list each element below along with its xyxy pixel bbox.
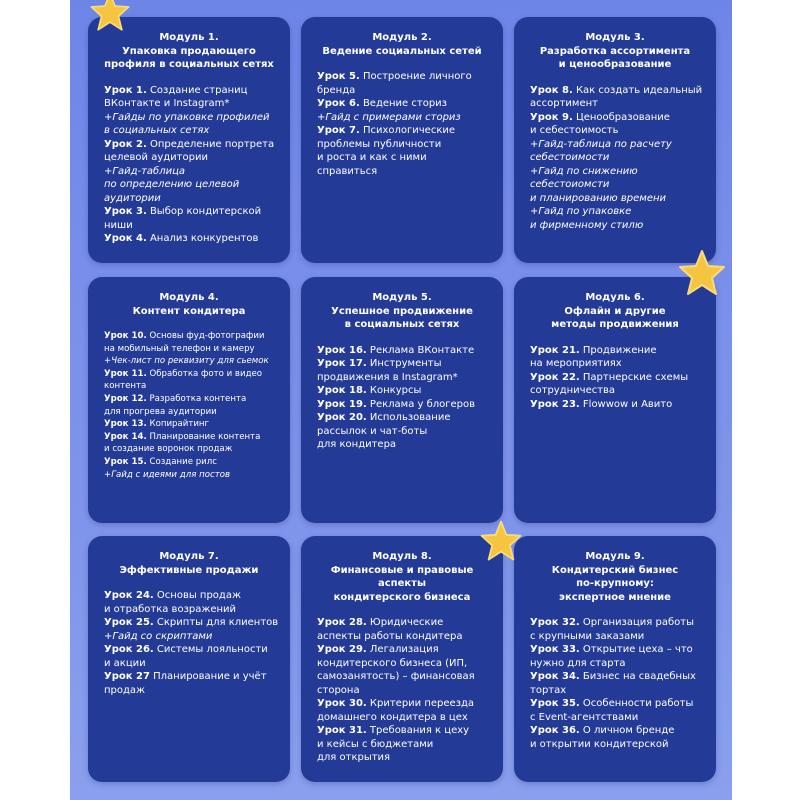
lesson-text: Построение личного [359,71,472,82]
module-title: Модуль 2. Ведение социальных сетей [322,32,482,57]
lesson-number: Урок 1. [104,84,147,96]
lesson-line [104,643,282,657]
lesson-line [104,431,282,444]
lesson-text: аспекты работы кондитера [317,630,463,642]
lesson-line [530,643,708,657]
lesson-list [104,589,282,697]
lesson-line [104,219,282,233]
lesson-text: целевой аудитории [104,152,208,163]
lesson-text: Организация работы [579,617,694,628]
bonus-guide: себестоиомсти [530,179,610,190]
lesson-text: Инструменты [366,358,442,369]
bonus-guide: +Чек-лист по реквизиту для сьемок [104,356,269,367]
lesson-number: Урок 16. [317,344,367,356]
lesson-line [317,357,495,371]
lesson-line [317,616,495,630]
lesson-line [317,724,495,738]
lesson-text: с Event-агентствами [530,711,639,723]
module-card-7 [88,536,290,782]
lesson-text: и кейсы с бюджетами [317,738,434,750]
lesson-line [530,111,708,125]
lesson-line [530,219,708,233]
lesson-text: домашнего кондитера в цех [317,711,468,723]
bonus-guide: по определению целевой [104,179,240,190]
bonus-guide: в социальных сетях [104,125,210,136]
lesson-text: ниши [104,219,133,231]
lesson-line [530,124,708,138]
lesson-line [317,138,495,152]
lesson-line [104,232,282,246]
lesson-line [317,371,495,385]
lesson-number: Урок 34. [530,671,580,682]
lesson-line [530,684,708,698]
lesson-text: Ведение сториз [359,98,447,109]
lesson-text: Продвижение [579,344,657,356]
lesson-line [104,151,282,165]
lesson-number: Урок 31. [317,725,367,736]
lesson-line [530,630,708,644]
lesson-text: Планирование контента [146,431,261,442]
module-title: Модуль 6. Офлайн и другие методы продвижения [551,292,679,330]
lesson-text: самозанятость) – финансовая [317,671,475,682]
lesson-line [530,84,708,98]
lesson-line [104,684,282,698]
lesson-list [530,616,708,751]
lesson-text: Создание рилс [146,456,217,467]
star-icon [478,518,524,564]
lesson-number: Урок 6. [317,98,360,109]
bonus-guide: себестоимости [530,152,610,163]
lesson-text: Разработка контента [146,393,247,404]
lesson-line [317,111,495,125]
lesson-line [104,205,282,219]
lesson-number: Урок 5. [317,71,360,82]
lesson-line [530,151,708,165]
lesson-text: Психологические [359,125,456,136]
lesson-number: Урок 23. [530,398,580,410]
lesson-text: Создание страниц [146,84,248,96]
lesson-text: Копирайтинг [146,419,210,430]
lesson-line [317,751,495,765]
lesson-line [530,371,708,385]
lesson-line [104,124,282,138]
lesson-line [530,97,708,111]
lesson-line [104,589,282,603]
lesson-line [104,111,282,125]
lesson-number: Урок 30. [317,698,367,709]
lesson-line [530,724,708,738]
lesson-number: Урок 9. [530,111,573,123]
bonus-guide: +Гайд с примерами сториз [317,111,461,123]
star-icon [676,247,728,299]
lesson-line [317,411,495,425]
lesson-number: Урок 3. [104,206,147,217]
bonus-guide: +Гайд-таблица по расчету [530,138,672,150]
lesson-text: контента [104,381,147,392]
lesson-list [317,70,495,178]
lesson-line [104,630,282,644]
lesson-line [317,151,495,165]
lesson-text: Юридические [366,617,444,628]
lesson-text: и себестоимость [530,125,619,136]
lesson-text: с крупными заказами [530,630,645,642]
lesson-line [104,330,282,343]
lesson-text: Бизнес на свадебных [579,671,696,682]
bonus-guide: +Гайд-таблица [104,165,186,177]
lesson-text: на мобильный телефон и камеру [104,343,255,354]
lesson-text: Особенности работы [579,698,694,709]
lesson-text: Flowwow и Авито [579,398,673,410]
lesson-line [317,630,495,644]
lesson-text: Системы лояльности [153,644,268,655]
lesson-list [317,344,495,452]
lesson-text: на мероприятиях [530,358,622,369]
bonus-guide: и фирменному стилю [530,219,644,231]
bonus-guide: +Гайд по снижению [530,165,638,177]
lesson-number: Урок 17. [317,358,367,369]
lesson-text: ассортимент [530,98,598,109]
lesson-line [104,192,282,206]
module-card-6 [514,277,716,523]
lesson-number: Урок 36. [530,725,580,736]
module-title: Модуль 3. Разработка ассортимента и ценообразование [539,32,691,70]
lesson-line [104,406,282,419]
module-card-4 [88,277,290,523]
lesson-number: Урок 35. [530,698,580,709]
lesson-text: Использование [366,412,451,423]
lesson-line [104,393,282,406]
lesson-line [104,138,282,152]
lesson-line [530,344,708,358]
lesson-text: Ценообразование [572,111,670,123]
lesson-text: Планирование и учёт [149,671,267,682]
lesson-number: Урок 13. [104,419,147,430]
lesson-number: Урок 18. [317,385,367,396]
module-card-1 [88,17,290,263]
lesson-number: Урок 21. [530,344,580,356]
lesson-list [530,84,708,233]
lesson-line [104,97,282,111]
lesson-line [317,70,495,84]
lesson-list [317,616,495,765]
lesson-text: и открытии кондитерской [530,738,669,750]
lesson-line [317,670,495,684]
lesson-number: Урок 29. [317,644,367,655]
lesson-number: Урок 4. [104,233,147,244]
lesson-line [317,97,495,111]
lesson-line [530,711,708,725]
lesson-number: Урок 20. [317,412,367,423]
lesson-number: Урок 11. [104,368,147,379]
lesson-line [104,670,282,684]
module-title: Модуль 5. Успешное продвижение в социальных сетях [331,292,473,330]
lesson-line [317,344,495,358]
module-card-5 [301,277,503,523]
lesson-text: Реклама ВКонтакте [366,344,475,356]
lesson-number: Урок 15. [104,456,147,467]
lesson-line [104,165,282,179]
lesson-list [104,330,282,481]
lesson-line [104,368,282,381]
lesson-text: нужно для старта [530,657,626,669]
lesson-text: Определение портрета [146,138,275,150]
lesson-line [317,643,495,657]
lesson-text: для открытия [317,752,391,763]
lesson-text: справиться [317,165,378,177]
lesson-number: Урок 28. [317,617,367,628]
lesson-text: Основы продаж [153,590,241,601]
lesson-line [317,124,495,138]
lesson-text: Как создать идеальный [572,84,703,96]
lesson-list [104,84,282,246]
lesson-text: бренда [317,84,356,96]
lesson-number: Урок 27 [104,671,150,682]
star-icon [84,0,136,34]
lesson-number: Урок 14. [104,431,147,442]
lesson-line [104,84,282,98]
lesson-text: Партнерские схемы [579,371,689,383]
lesson-line [530,616,708,630]
lesson-number: Урок 2. [104,138,147,150]
lesson-line [317,84,495,98]
lesson-text: Требования к цеху [366,725,470,736]
lesson-text: ВКонтакте и Instagram* [104,98,230,109]
lesson-number: Урок 19. [317,398,367,410]
bonus-guide: и планированию времени [530,192,667,204]
lesson-line [104,616,282,630]
lesson-line [317,398,495,412]
lesson-line [530,192,708,206]
lesson-line [317,711,495,725]
lesson-line [317,697,495,711]
lesson-line [104,443,282,456]
bonus-guide: +Гайды по упаковке профилей [104,111,270,123]
lesson-number: Урок 10. [104,331,147,341]
lesson-number: Урок 33. [530,644,580,655]
lesson-line [530,138,708,152]
lesson-line [104,178,282,192]
lesson-text: Основы фуд-фотографии [146,331,265,341]
module-card-9 [514,536,716,782]
lesson-number: Урок 8. [530,84,573,96]
lesson-line [104,469,282,482]
lesson-line [530,657,708,671]
lesson-line [530,178,708,192]
lesson-text: Открытие цеха – что [579,644,693,655]
lesson-line [530,697,708,711]
lesson-line [530,398,708,412]
lesson-text: и отработка возражений [104,603,237,615]
module-card-2 [301,17,503,263]
lesson-text: и создание воронок продаж [104,444,233,455]
lesson-text: и роста и как с ними [317,152,427,163]
module-title: Модуль 8. Финансовые и правовые аспекты кондитерского бизнеса [330,551,474,603]
lesson-text: и акции [104,657,146,669]
lesson-line [317,738,495,752]
module-title: Модуль 9. Кондитерский бизнес по-крупному: экспертное мнение [551,551,679,603]
lesson-text: проблемы публичности [317,138,442,150]
lesson-text: Обработка фото и видео [146,368,263,379]
bonus-guide: аудитории [104,192,161,204]
lesson-line [104,343,282,356]
lesson-text: О личном бренде [579,725,675,736]
lesson-number: Урок 32. [530,617,580,628]
lesson-text: тортах [530,684,567,696]
lesson-line [530,165,708,179]
lesson-text: продвижения в Instagram* [317,371,458,383]
lesson-text: Конкурсы [366,385,422,396]
lesson-text: сторона [317,684,360,696]
lesson-number: Урок 7. [317,125,360,136]
lesson-line [104,355,282,368]
lesson-text: сотрудничества [530,385,616,396]
lesson-line [530,205,708,219]
lesson-text: Реклама у блогеров [366,398,476,410]
lesson-line [317,438,495,452]
lesson-number: Урок 24. [104,590,154,601]
lesson-line [317,684,495,698]
lesson-line [317,425,495,439]
lesson-list [530,344,708,412]
lesson-text: Скрипты для клиентов [153,617,279,628]
lesson-text: рассылок и чат-боты [317,425,428,437]
lesson-line [104,418,282,431]
lesson-number: Урок 26. [104,644,154,655]
lesson-number: Урок 22. [530,371,580,383]
lesson-line [530,738,708,752]
lesson-line [104,456,282,469]
lesson-line [317,657,495,671]
lesson-text: для прогрева аудитории [104,406,217,417]
lesson-line [104,657,282,671]
lesson-number: Урок 25. [104,617,154,628]
module-title: Модуль 1. Упаковка продающего профиля в социальных сетях [104,32,274,70]
lesson-text: Легализация [366,644,439,655]
lesson-text: Выбор кондитерской [146,206,262,217]
lesson-line [317,165,495,179]
lesson-number: Урок 12. [104,393,147,404]
bonus-guide: +Гайд со скриптами [104,630,213,642]
lesson-line [104,603,282,617]
lesson-line [104,380,282,393]
lesson-line [530,670,708,684]
lesson-text: кондитерского бизнеса (ИП, [317,657,468,669]
lesson-line [530,357,708,371]
module-card-3 [514,17,716,263]
bonus-guide: +Гайд с идеями для постов [104,469,231,480]
lesson-text: для кондитера [317,439,397,450]
lesson-text: Критерии переезда [366,698,475,709]
lesson-line [317,384,495,398]
bonus-guide: +Гайд по упаковке [530,206,632,217]
module-card-8 [301,536,503,782]
module-title: Модуль 7. Эффективные продажи [119,551,259,576]
lesson-line [530,384,708,398]
lesson-text: Анализ конкурентов [146,233,259,244]
lesson-text: продаж [104,684,146,696]
module-title: Модуль 4. Контент кондитера [132,292,246,317]
